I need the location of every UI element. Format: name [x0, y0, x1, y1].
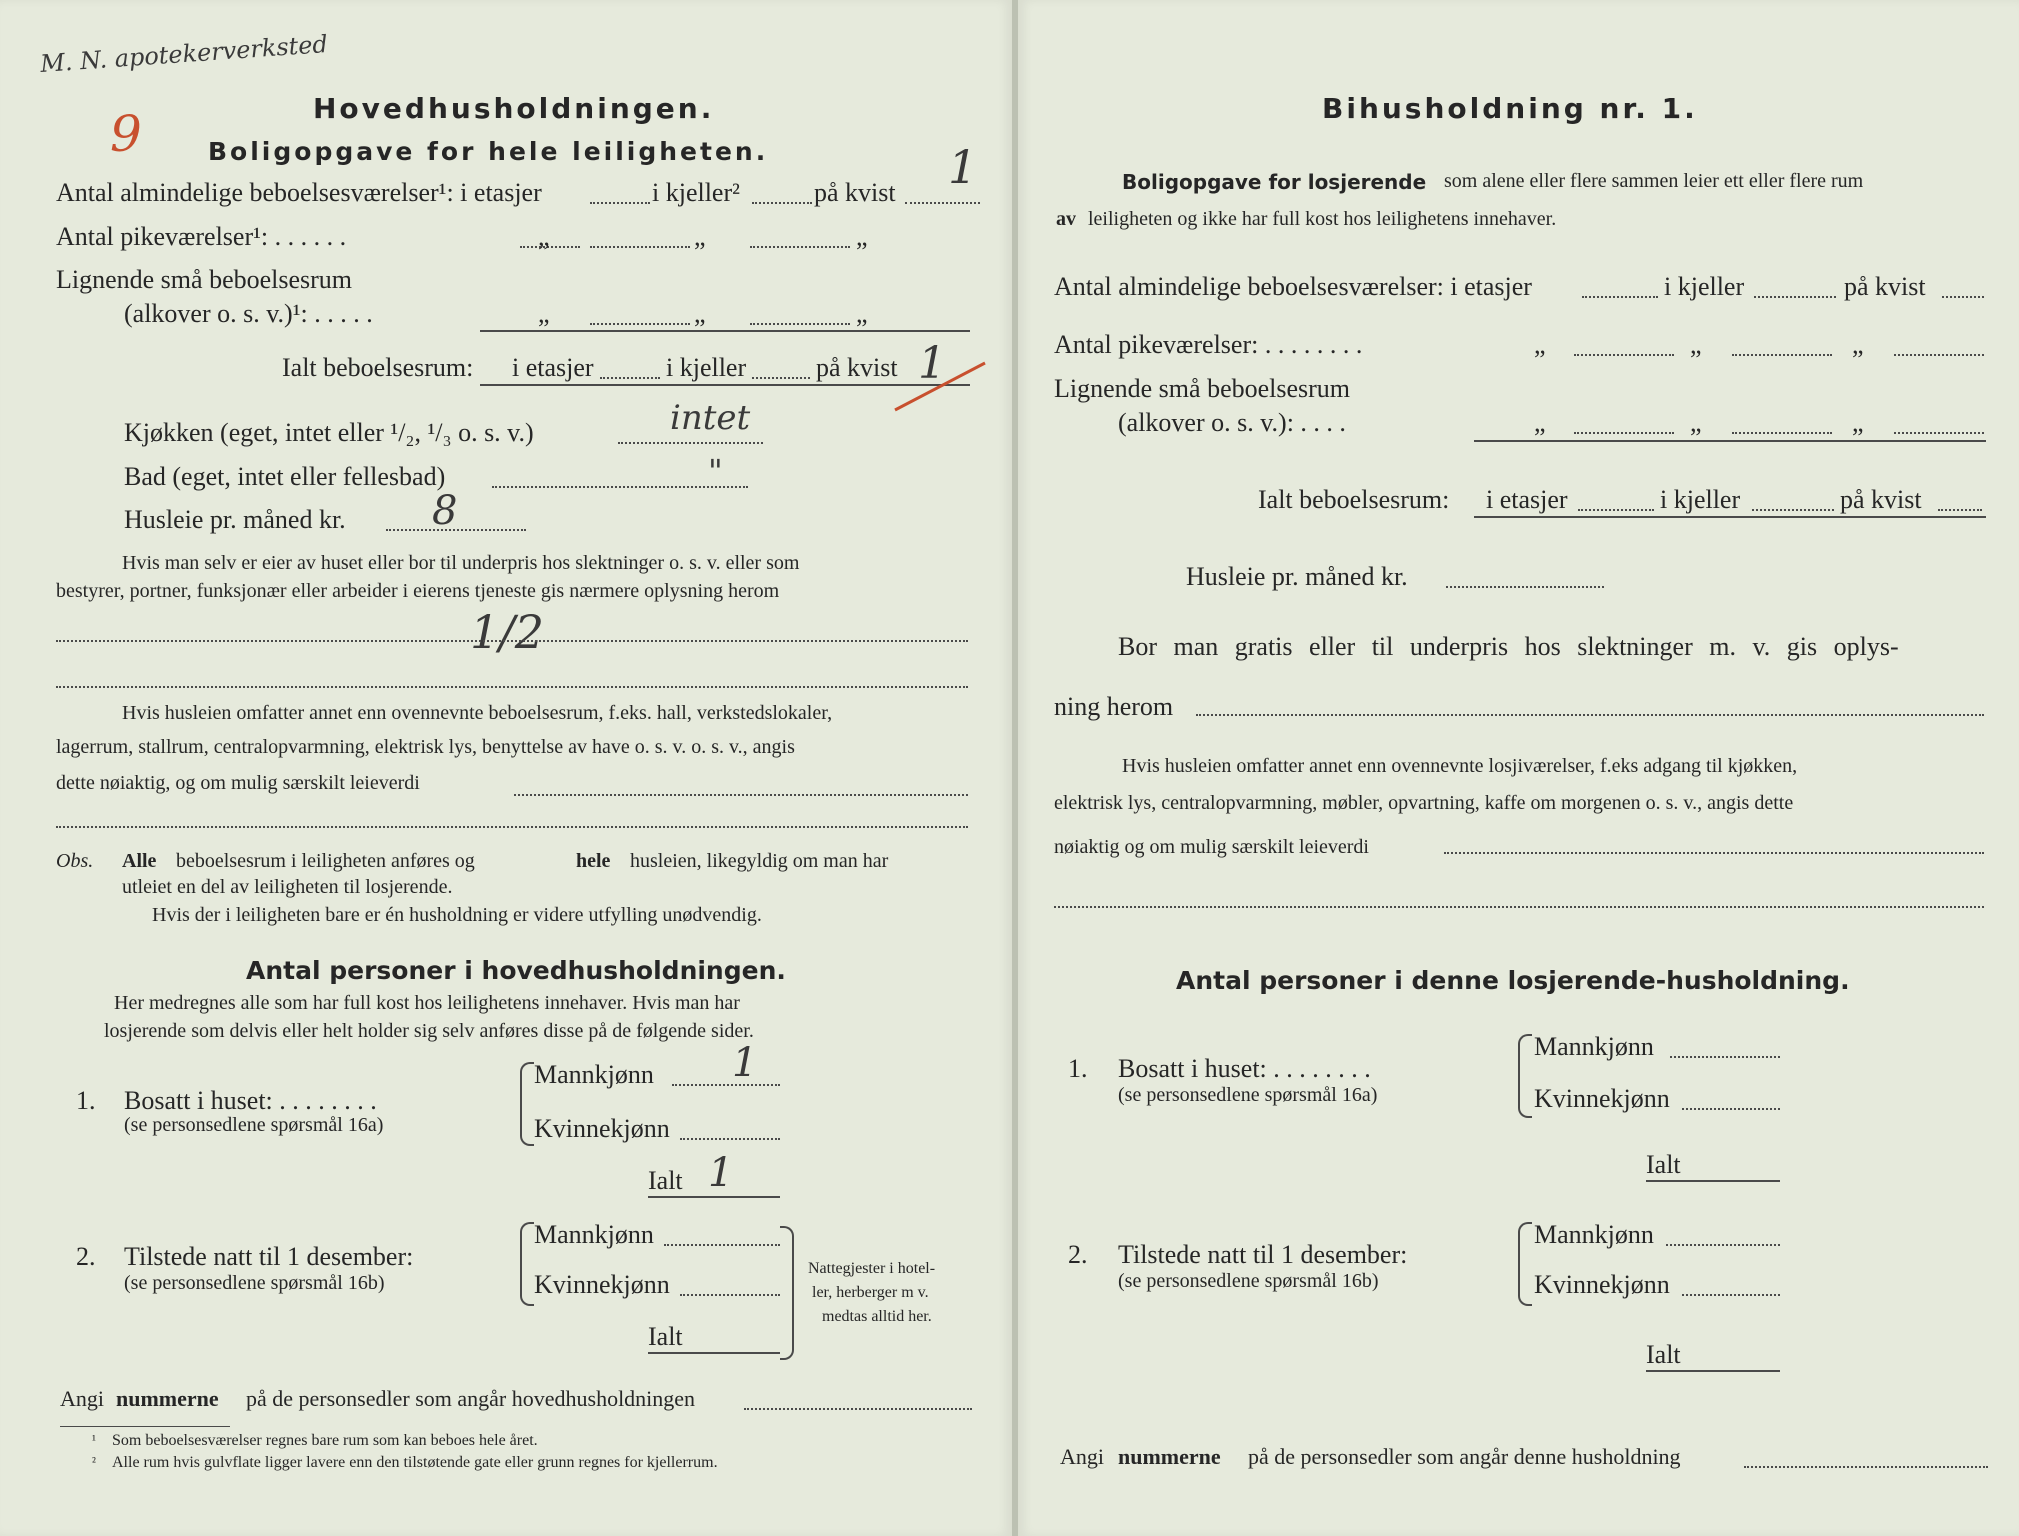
- right-rent-note-1: Hvis husleien omfatter annet enn ovennevnte losjiværelser, f.eks adgang til kjøkken,: [1122, 755, 1798, 777]
- red-check-stroke: [890, 355, 990, 415]
- maid-kvist-field[interactable]: [750, 246, 850, 248]
- q1-mann-hand: 1: [732, 1040, 758, 1086]
- rent-value-field[interactable]: [514, 794, 968, 796]
- maid-q3: „: [856, 222, 868, 251]
- maid-rooms-label: Antal pikeværelser¹: . . . . . .: [56, 222, 347, 251]
- right-alcove-f3[interactable]: [1894, 432, 1984, 434]
- rooms-etasjer-field[interactable]: [590, 202, 650, 204]
- total-kjeller-label: i kjeller: [666, 353, 747, 382]
- q2-mann-field[interactable]: [664, 1244, 780, 1246]
- page-subtitle: Boligopgave for hele leiligheten.: [208, 137, 769, 166]
- owner-note-2: bestyrer, portner, funksjonær eller arbeider i eierens tjeneste gis nærmere oplysning herom: [56, 580, 780, 602]
- right-q1-sub: (se personsedlene spørsmål 16a): [1118, 1084, 1378, 1106]
- q2-number: 2.: [76, 1242, 96, 1271]
- right-q2-brace: [1518, 1222, 1532, 1306]
- rooms-kjeller-field[interactable]: [752, 202, 812, 204]
- right-intro-bold: Boligopgave for losjerende: [1122, 170, 1427, 194]
- alcove-label: (alkover o. s. v.)¹: . . . . .: [124, 299, 373, 328]
- right-rooms-kjeller-label: i kjeller: [1664, 272, 1745, 301]
- maid-kjeller-field[interactable]: [590, 246, 690, 248]
- rent-label: Husleie pr. måned kr.: [124, 505, 346, 534]
- right-gratis-field[interactable]: [1196, 714, 1984, 716]
- right-total-label: Ialt beboelsesrum:: [1258, 485, 1450, 514]
- right-rooms-etasjer[interactable]: [1582, 296, 1658, 298]
- right-rooms-kvist[interactable]: [1942, 296, 1984, 298]
- obs-label: Obs.: [56, 850, 94, 872]
- obs-line-2: utleiet en del av leiligheten til losjerende.: [122, 876, 453, 898]
- right-q1-mann-label: Mannkjønn: [1534, 1032, 1654, 1061]
- rent-hand: 8: [432, 488, 458, 534]
- right-maid-q2: „: [1690, 330, 1702, 359]
- q1-ialt-label: Ialt: [648, 1166, 683, 1195]
- right-angi-c: på de personsedler som angår denne husholdning: [1248, 1444, 1681, 1469]
- q1-kvinne-field[interactable]: [680, 1138, 780, 1140]
- right-angi-field[interactable]: [1744, 1466, 1988, 1468]
- right-q2-mann[interactable]: [1666, 1244, 1780, 1246]
- q2-brace: [520, 1222, 534, 1306]
- nattegjester-1: Nattegjester i hotel-: [808, 1260, 936, 1277]
- nattegjester-3: medtas alltid her.: [822, 1308, 932, 1325]
- bath-label: Bad (eget, intet eller fellesbad): [124, 462, 446, 491]
- right-total-underline: [1474, 516, 1986, 518]
- right-q2-label: Tilstede natt til 1 desember:: [1118, 1240, 1408, 1269]
- owner-hand: 1/2: [470, 605, 545, 659]
- maid-q2: „: [694, 222, 706, 251]
- fn2-mark: ²: [92, 1454, 96, 1469]
- q2-right-brace: [780, 1226, 794, 1360]
- owner-line-1[interactable]: [56, 640, 968, 642]
- total-etasjer-label: i etasjer: [512, 353, 594, 382]
- right-rent-note-2: elektrisk lys, centralopvarmning, møbler, opvartning, kaffe om morgenen o. s. v., angis dette: [1054, 792, 1794, 814]
- obs-alle: Alle: [122, 850, 157, 872]
- rent-line-2[interactable]: [56, 826, 968, 828]
- q1-mann-label: Mannkjønn: [534, 1060, 654, 1089]
- right-alcove-q3: „: [1852, 408, 1864, 437]
- kitchen-field[interactable]: [618, 442, 763, 444]
- rooms-label: Antal almindelige beboelsesværelser¹: i etasjer: [56, 178, 542, 207]
- right-intro-rest: som alene eller flere sammen leier ett eller flere rum: [1444, 170, 1864, 192]
- persons-title: Antal personer i hovedhusholdningen.: [246, 956, 786, 985]
- angi-label-a: Angi: [60, 1386, 104, 1411]
- alcove-kjeller-field[interactable]: [590, 323, 690, 325]
- right-page: [1018, 0, 2019, 1536]
- right-maid-f3[interactable]: [1894, 354, 1984, 356]
- rooms-kvist-hand: 1: [948, 140, 978, 194]
- maid-q1: „: [538, 222, 550, 251]
- right-q1-brace: [1518, 1034, 1532, 1118]
- right-gratis-1: Bor man gratis eller til underpris hos slektninger m. v. gis oplys-: [1118, 632, 1899, 661]
- right-rooms-kvist-label: på kvist: [1844, 272, 1926, 301]
- right-q2-sub: (se personsedlene spørsmål 16b): [1118, 1270, 1379, 1292]
- right-q2-kvinne-label: Kvinnekjønn: [1534, 1270, 1670, 1299]
- right-alcove-f1[interactable]: [1574, 432, 1674, 434]
- q2-label: Tilstede natt til 1 desember:: [124, 1242, 414, 1271]
- q2-sub: (se personsedlene spørsmål 16b): [124, 1272, 385, 1294]
- right-maid-q1: „: [1534, 330, 1546, 359]
- right-maid-label: Antal pikeværelser: . . . . . . . .: [1054, 330, 1363, 359]
- right-q2-number: 2.: [1068, 1240, 1088, 1269]
- q2-ialt-label: Ialt: [648, 1322, 683, 1351]
- right-q1-mann[interactable]: [1670, 1056, 1780, 1058]
- fn1-mark: ¹: [92, 1432, 96, 1447]
- right-alcove-q1: „: [1534, 408, 1546, 437]
- q1-mann-field[interactable]: [672, 1084, 780, 1086]
- right-maid-f1[interactable]: [1574, 354, 1674, 356]
- right-q1-ialt-label: Ialt: [1646, 1150, 1681, 1179]
- right-q2-mann-label: Mannkjønn: [1534, 1220, 1654, 1249]
- kitchen-label: Kjøkken (eget, intet eller ¹/₂, ¹/₃ o. s. v.): [124, 418, 534, 447]
- q1-kvinne-label: Kvinnekjønn: [534, 1114, 670, 1143]
- rooms-kvist-label: på kvist: [814, 178, 896, 207]
- right-rent-note-3: nøiaktig og om mulig særskilt leieverdi: [1054, 836, 1369, 858]
- q2-ialt-line[interactable]: [648, 1352, 780, 1354]
- bath-hand: ": [708, 452, 723, 490]
- alcove-kvist-field[interactable]: [750, 323, 850, 325]
- alcove-q3: „: [856, 299, 868, 328]
- right-q2-ialt[interactable]: [1646, 1370, 1780, 1372]
- right-total-etasjer[interactable]: [1578, 509, 1654, 511]
- right-gratis-2: ning herom: [1054, 692, 1174, 721]
- right-total-kvist[interactable]: [1938, 509, 1982, 511]
- page-title: Hovedhusholdningen.: [313, 92, 715, 125]
- small-rooms-label: Lignende små beboelsesrum: [56, 265, 353, 294]
- q1-brace: [520, 1062, 534, 1146]
- right-alcove-q2: „: [1690, 408, 1702, 437]
- right-rent-field[interactable]: [1446, 586, 1604, 588]
- rent-note-1: Hvis husleien omfatter annet enn ovennevnte beboelsesrum, f.eks. hall, verkstedslokaler,: [122, 702, 833, 724]
- footnote-1: Som beboelsesværelser regnes bare rum som kan beboes hele året.: [112, 1432, 538, 1449]
- q2-kvinne-label: Kvinnekjønn: [534, 1270, 670, 1299]
- right-angi-b: nummerne: [1118, 1444, 1221, 1469]
- right-maid-f2[interactable]: [1732, 354, 1832, 356]
- right-q2-kvinne[interactable]: [1682, 1294, 1780, 1296]
- right-total-kjeller-label: i kjeller: [1660, 485, 1741, 514]
- right-total-etasjer-label: i etasjer: [1486, 485, 1568, 514]
- right-rent-label: Husleie pr. måned kr.: [1186, 562, 1408, 591]
- right-intro-2: leiligheten og ikke har full kost hos leilighetens innehaver.: [1088, 208, 1557, 230]
- q2-kvinne-field[interactable]: [680, 1294, 780, 1296]
- footnote-rule: [60, 1426, 230, 1427]
- obs-hele: hele: [576, 850, 611, 872]
- kitchen-hand: intet: [670, 398, 751, 438]
- owner-line-2[interactable]: [56, 686, 968, 688]
- right-alcove-f2[interactable]: [1732, 432, 1832, 434]
- obs-text-b: husleien, likegyldig om man har: [630, 850, 889, 872]
- total-kjeller-field[interactable]: [752, 377, 810, 379]
- right-angi-a: Angi: [1060, 1444, 1104, 1469]
- right-q1-label: Bosatt i huset: . . . . . . . .: [1118, 1054, 1371, 1083]
- right-q1-kvinne-label: Kvinnekjønn: [1534, 1084, 1670, 1113]
- right-q1-ialt[interactable]: [1646, 1180, 1780, 1182]
- right-rent-value-field[interactable]: [1444, 852, 1984, 854]
- right-persons-title: Antal personer i denne losjerende-husholdning.: [1176, 966, 1850, 995]
- alcove-q2: „: [694, 299, 706, 328]
- sum-rule: [480, 330, 970, 332]
- right-q1-kvinne[interactable]: [1682, 1108, 1780, 1110]
- right-rooms-kjeller[interactable]: [1754, 296, 1836, 298]
- right-q1-number: 1.: [1068, 1054, 1088, 1083]
- maid-etasjer-field[interactable]: [520, 246, 580, 248]
- rooms-kvist-field[interactable]: [905, 202, 980, 204]
- angi-label-c: på de personsedler som angår hovedhusholdningen: [246, 1386, 696, 1411]
- angi-field[interactable]: [744, 1408, 972, 1410]
- persons-note-2: losjerende som delvis eller helt holder sig selv anføres disse på de følgende sider.: [104, 1020, 754, 1042]
- angi-label-b: nummerne: [116, 1386, 219, 1411]
- total-kvist-hand: 1: [918, 338, 946, 389]
- right-title: Bihusholdning nr. 1.: [1322, 92, 1698, 125]
- nattegjester-2: ler, herberger m v.: [812, 1284, 929, 1301]
- q1-sub: (se personsedlene spørsmål 16a): [124, 1114, 384, 1136]
- q1-number: 1.: [76, 1086, 96, 1115]
- rent-note-2: lagerrum, stallrum, centralopvarmning, elektrisk lys, benyttelse av have o. s. v. o. s. v., angis: [56, 736, 795, 758]
- right-sum-rule: [1474, 440, 1986, 442]
- alcove-q1: „: [538, 299, 550, 328]
- right-alcove-label: (alkover o. s. v.): . . . .: [1118, 408, 1346, 437]
- footnote-2: Alle rum hvis gulvflate ligger lavere enn den tilstøtende gate eller grunn regnes for kjellerrum.: [112, 1454, 718, 1471]
- obs-text-a: beboelsesrum i leiligheten anføres og: [176, 850, 475, 872]
- total-etasjer-field[interactable]: [600, 377, 660, 379]
- right-intro-av: av: [1056, 208, 1076, 230]
- owner-note-1: Hvis man selv er eier av huset eller bor til underpris hos slektninger o. s. v. eller som: [122, 552, 800, 574]
- right-rooms-label: Antal almindelige beboelsesværelser: i etasjer: [1054, 272, 1532, 301]
- right-q2-ialt-label: Ialt: [1646, 1340, 1681, 1369]
- rooms-kjeller-label: i kjeller²: [652, 178, 740, 207]
- rent-note-3: dette nøiaktig, og om mulig særskilt leieverdi: [56, 772, 420, 794]
- q1-ialt-line[interactable]: [648, 1196, 780, 1198]
- q2-mann-label: Mannkjønn: [534, 1220, 654, 1249]
- right-rent-line-2[interactable]: [1054, 906, 1984, 908]
- right-total-kvist-label: på kvist: [1840, 485, 1922, 514]
- right-total-kjeller[interactable]: [1752, 509, 1834, 511]
- right-maid-q3: „: [1852, 330, 1864, 359]
- total-kvist-label: på kvist: [816, 353, 898, 382]
- persons-note-1: Her medregnes alle som har full kost hos leilighetens innehaver. Hvis man har: [114, 992, 740, 1014]
- q1-label: Bosatt i huset: . . . . . . . .: [124, 1086, 377, 1115]
- right-small-label: Lignende små beboelsesrum: [1054, 374, 1351, 403]
- handwritten-number: 9: [110, 105, 142, 163]
- total-rooms-label: Ialt beboelsesrum:: [282, 353, 474, 382]
- q1-ialt-hand: 1: [708, 1150, 734, 1196]
- obs-line-3: Hvis der i leiligheten bare er én husholdning er videre utfylling unødvendig.: [152, 904, 762, 926]
- handwritten-annotation: M. N. apotekerverksted: [39, 29, 329, 79]
